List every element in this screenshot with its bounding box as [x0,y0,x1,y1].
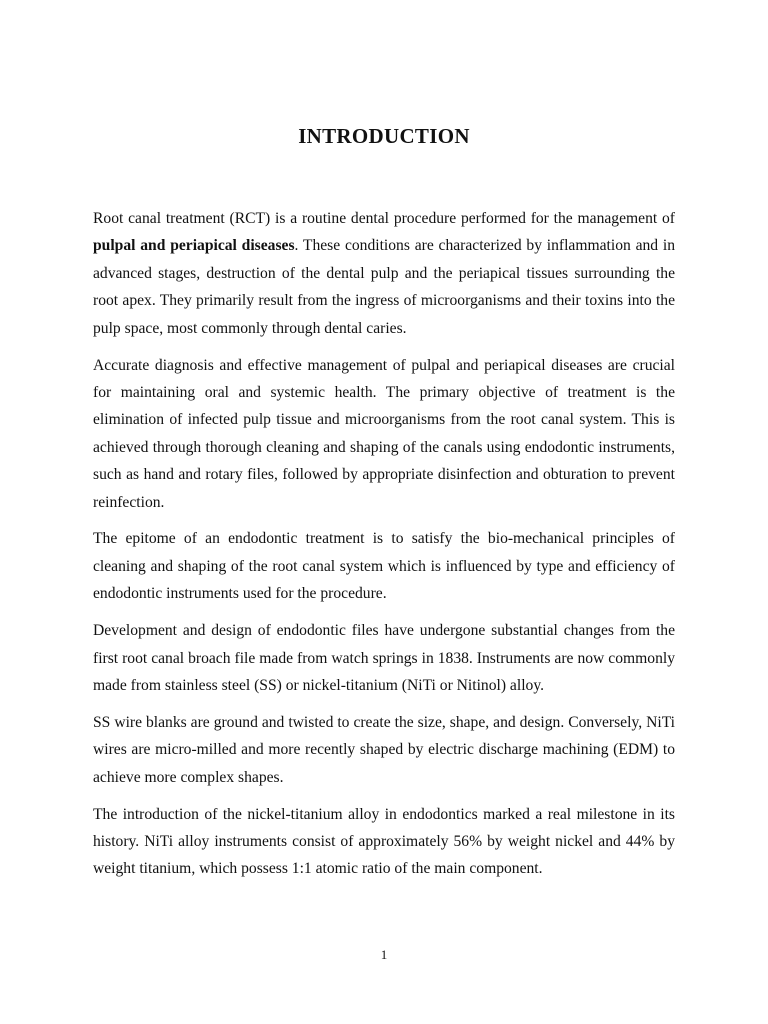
page-title: INTRODUCTION [298,124,470,148]
page-number: 1 [380,947,388,962]
body-text [93,205,675,892]
paragraph-1-text-start: Root canal treatment (RCT) is a routine dental procedure performed for the management of [93,210,675,227]
paragraph-5: SS wire blanks are ground and twisted to create the size, shape, and design. Conversely, NiTi wires are micro-milled and more recently shaped by electric discharge machining (EDM) to achieve more complex shapes. [93,713,675,786]
paragraph-1 [93,205,675,342]
paragraph-1-text-end: . These conditions are characterized by inflammation and in advanced stages, destruction of the dental pulp and the periapical tissues surrounding the root apex. They primarily result from the ingress of microorganisms and their toxins into the pulp space, most commonly through dental caries. [93,237,676,337]
bold-term: pulpal and periapical diseases [93,237,295,255]
paragraph-4: Development and design of endodontic files have undergone substantial changes from the first root canal broach file made from watch springs in 1838. Instruments are now commonly made from stainless steel (SS) or nickel-titanium (NiTi or Nitinol) alloy. [93,622,675,694]
paragraph-2: Accurate diagnosis and effective management of pulpal and periapical diseases are crucial for maintaining oral and systemic health. The primary objective of treatment is the elimination of infected pulp tissue and microorganisms from the root canal system. This is achieved through thorough cleaning and shaping of the canals using endodontic instruments, such as hand and rotary files, followed by appropriate disinfection and obturation to prevent reinfection. [93,356,675,511]
paragraph-6: The introduction of the nickel-titanium alloy in endodontics marked a real milestone in its history. NiTi alloy instruments consist of approximately 56% by weight nickel and 44% by weight titanium, which possess 1:1 atomic ratio of the main component. [93,805,675,878]
paragraph-3: The epitome of an endodontic treatment is to satisfy the bio-mechanical principles of cleaning and shaping of the root canal system which is influenced by type and efficiency of endodontic instruments used for the procedure. [93,530,675,603]
